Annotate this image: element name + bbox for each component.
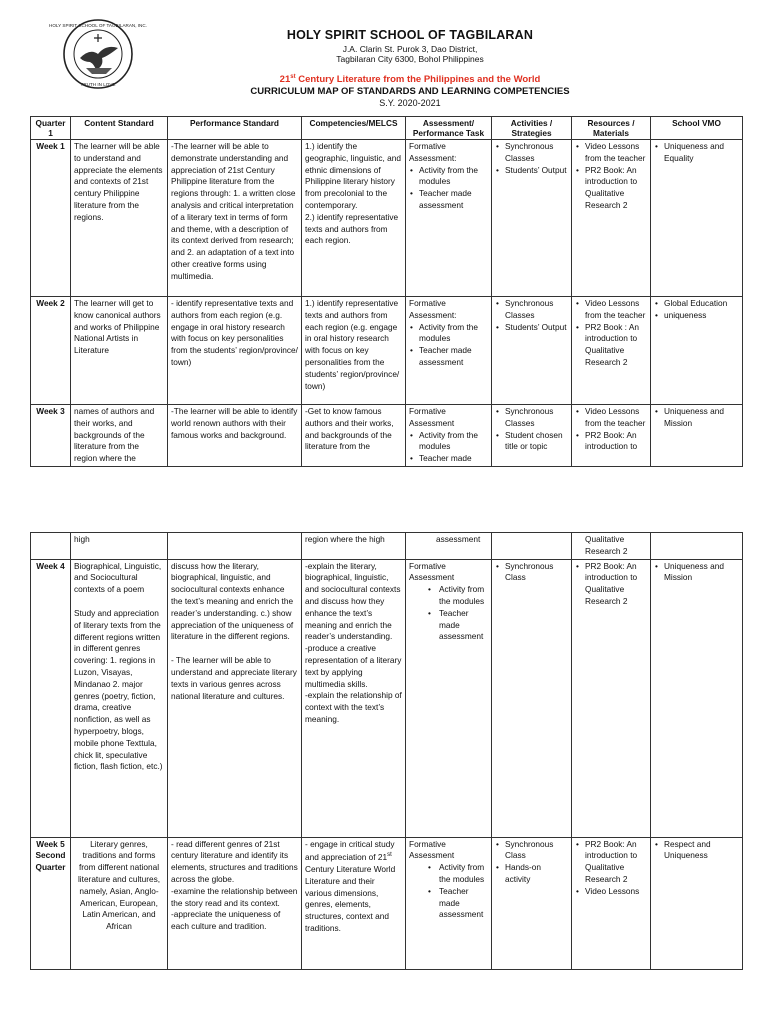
week-label: Week 1 <box>31 140 71 297</box>
list-item: • PR2 Book: An introduction to Qualitative Research 2 <box>585 839 647 886</box>
list-item: • Synchronous Classes <box>505 298 568 322</box>
table-row-week1 <box>31 140 743 297</box>
content-paragraph: Biographical, Linguistic, and Sociocultural contexts of a poem <box>74 560 162 595</box>
content-standard-cell: names of authors and their works, and backgrounds of the literature from the region where the <box>71 405 168 467</box>
list-item: • Student chosen title or topic <box>505 430 568 454</box>
list-item: • PR2 Book : An introduction to Qualitative Research 2 <box>585 322 647 369</box>
list-item: • Activity from the modules <box>419 322 488 346</box>
assessment-heading: Formative Assessment <box>409 838 455 861</box>
content-standard-cell: The learner will get to know canonical authors and works of Philippine National Artists in Literature <box>71 297 168 405</box>
resources-cell <box>572 405 651 467</box>
school-seal-logo <box>49 18 147 90</box>
resources-cell <box>572 559 651 837</box>
list-item: • PR2 Book: An introduction to Qualitative Research 2 <box>585 165 647 212</box>
list-item: • uniqueness <box>664 310 739 322</box>
competencies-cell: region where the high <box>302 533 406 560</box>
list-item: • Activity from the modules <box>439 862 488 886</box>
content-standard-cell: Literary genres, traditions and forms from different national literature and cultures, namely, Asian, Anglo-American, European, Latin American, and African <box>71 837 168 969</box>
competencies-cell: -explain the literary, biographical, linguistic, and sociocultural contexts and discuss how they enhance the text’s meaning and enrich the reader’s understanding. -produce a creative representation of a literary text by applying multimedia skills. -explain the relationship of context with the text’s meaning. <box>302 559 406 837</box>
table-header-row <box>31 117 743 140</box>
performance-paragraph: discuss how the literary, biographical, linguistic, and sociocultural contexts enhance the text’s meaning and enrich the reader’s understanding. c.) show appreciation of the uniqueness of literature in the different regions. <box>171 560 294 642</box>
list-item: • Video Lessons from the teacher <box>585 406 647 430</box>
list-item: • Synchronous Class <box>505 839 568 863</box>
school-address-line1: J.A. Clarin St. Purok 3, Dao District, <box>342 44 478 54</box>
list-item: • Video Lessons from the teacher <box>585 141 647 165</box>
vmo-cell <box>651 559 743 837</box>
week-label: Week 3 <box>31 405 71 467</box>
list-item: • Respect and Uniqueness <box>664 839 739 863</box>
list-item: • Students’ Output <box>505 165 568 177</box>
col-header-competencies: Competencies/MELCS <box>302 117 406 140</box>
assessment-cell <box>406 405 492 467</box>
subject-title: 21st Century Literature from the Philippines and the World <box>279 74 541 86</box>
vmo-cell <box>651 297 743 405</box>
competencies-cell: - engage in critical study and appreciation of 21st Century Literature World Literature and their various dimensions, genres, elements, structures, context and traditions. <box>302 837 406 969</box>
list-item: • Global Education <box>664 298 739 310</box>
competencies-cell: 1.) identify representative texts and authors from each region (e.g. engage in oral history research with focus on key personalities from the students’ region/province/ town) <box>302 297 406 405</box>
list-item: • Teacher made assessment <box>419 188 488 212</box>
list-item: • Uniqueness and Mission <box>664 561 739 585</box>
list-item: • Teacher made assessment <box>439 608 488 643</box>
table-row-week2 <box>31 297 743 405</box>
activities-cell <box>492 140 572 297</box>
col-header-quarter: Quarter 1 <box>31 117 71 140</box>
school-address-line2: Tagbilaran City 6300, Bohol Philippines <box>336 54 484 64</box>
competencies-cell: -Get to know famous authors and their works, and backgrounds of the literature from the <box>302 405 406 467</box>
content-paragraph: Study and appreciation of literary texts from the different regions written in different genres covering: 1. regions in Luzon, Visayas, Mindanao 2. major genres (poetry, fiction, drama, creative nonfiction, as well as hyperpoetry, blogs, mobile phone Texttula, chick lit, speculative fiction, flash fiction, etc.) <box>74 607 163 772</box>
resources-cell <box>572 837 651 969</box>
list-item: • Video Lessons <box>585 886 647 898</box>
col-header-resources: Resources / Materials <box>572 117 651 140</box>
resources-cell <box>572 297 651 405</box>
activities-cell <box>492 405 572 467</box>
table-row-week5 <box>31 837 743 969</box>
content-standard-cell <box>71 559 168 837</box>
curriculum-map-title: CURRICULUM MAP OF STANDARDS AND LEARNING COMPETENCIES <box>250 86 570 97</box>
col-header-performance-standard: Performance Standard <box>168 117 302 140</box>
seal-bottom-text: TRUTH IN LOVE <box>80 82 116 87</box>
resources-cell <box>572 140 651 297</box>
week-label: Week 5 Second Quarter <box>31 837 71 969</box>
seal-top-text: HOLY SPIRIT SCHOOL OF TAGBILARAN, INC. <box>49 23 147 28</box>
col-header-assessment: Assessment/ Performance Task <box>406 117 492 140</box>
performance-standard-cell: -The learner will be able to demonstrate understanding and appreciation of 21st Century Philippine literature from the regions through: 1. a written close analysis and critical interpretation of a literary text in terms of form and theme, with a description of its context derived from research; and 2. an adaptation of a text into other creative forms using multimedia. <box>168 140 302 297</box>
table-row-week3 <box>31 405 743 467</box>
table-row-week4 <box>31 559 743 837</box>
assessment-list <box>409 165 488 212</box>
page-one <box>0 0 768 470</box>
list-item: • Video Lessons from the teacher <box>585 298 647 322</box>
activities-cell <box>492 559 572 837</box>
list-item: • Uniqueness and Equality <box>664 141 739 165</box>
vmo-cell <box>651 837 743 969</box>
list-item: • PR2 Book: An introduction to <box>585 430 647 454</box>
assessment-heading: Formative Assessment: <box>409 298 457 320</box>
col-header-activities: Activities / Strategies <box>492 117 572 140</box>
assessment-cell <box>406 140 492 297</box>
list-item: • Activity from the modules <box>419 430 488 454</box>
assessment-cell <box>406 559 492 837</box>
curriculum-table-page1 <box>30 116 743 467</box>
performance-standard-cell: - read different genres of 21st century literature and identify its elements, structures and traditions across the globe. -examine the relationship between the story read and its context. -appreciate the uniqueness of each culture and tradition. <box>168 837 302 969</box>
assessment-heading: Formative Assessment <box>409 560 455 583</box>
list-item: • Activity from the modules <box>439 584 488 608</box>
week-label: Week 2 <box>31 297 71 405</box>
resources-cell: Qualitative Research 2 <box>572 533 651 560</box>
list-item: • Synchronous Classes <box>505 406 568 430</box>
activities-cell <box>492 837 572 969</box>
assessment-cell <box>406 297 492 405</box>
curriculum-table-page2 <box>30 532 743 970</box>
list-item: • Uniqueness and Mission <box>664 406 739 430</box>
table-row-week3-continued <box>31 533 743 560</box>
list-item: • PR2 Book: An introduction to Qualitative Research 2 <box>585 561 647 608</box>
performance-paragraph: - The learner will be able to understand and appreciate literary texts in various genres across national literature and cultures. <box>171 655 297 701</box>
list-item: • Teacher made assessment <box>419 345 488 369</box>
school-name: HOLY SPIRIT SCHOOL OF TAGBILARAN <box>286 28 534 42</box>
vmo-cell <box>651 140 743 297</box>
competencies-cell: 1.) identify the geographic, linguistic, and ethnic dimensions of Philippine literary history from precolonial to the contemporary. 2.) identify representative texts and authors from each region. <box>302 140 406 297</box>
week-label: Week 4 <box>31 559 71 837</box>
list-item: • Synchronous Class <box>505 561 568 585</box>
performance-standard-cell: -The learner will be able to identify world renown authors with their famous works and background. <box>168 405 302 467</box>
activities-cell <box>492 297 572 405</box>
assessment-heading: Formative Assessment: <box>409 141 457 163</box>
vmo-cell <box>651 405 743 467</box>
list-item: • Teacher made <box>419 453 488 465</box>
list-item: • Teacher made assessment <box>439 886 488 921</box>
list-item: • Synchronous Classes <box>505 141 568 165</box>
content-standard-cell: The learner will be able to understand and appreciate the elements and contexts of 21st century Philippine literature from the regions. <box>71 140 168 297</box>
assessment-cell: assessment <box>406 533 492 560</box>
performance-standard-cell: - identify representative texts and authors from each region (e.g. engage in oral history research with focus on key personalities from the students’ region/province/ town) <box>168 297 302 405</box>
content-standard-cell: high <box>71 533 168 560</box>
quarter-sublabel: Second Quarter <box>35 850 66 873</box>
assessment-cell <box>406 837 492 969</box>
list-item: • Hands-on activity <box>505 862 568 886</box>
performance-standard-cell <box>168 559 302 837</box>
school-year: S.Y. 2020-2021 <box>379 98 441 108</box>
col-header-content-standard: Content Standard <box>71 117 168 140</box>
assessment-heading: Formative Assessment <box>409 406 455 428</box>
list-item: • Activity from the modules <box>419 165 488 189</box>
col-header-vmo: School VMO <box>651 117 743 140</box>
list-item: • Students’ Output <box>505 322 568 334</box>
